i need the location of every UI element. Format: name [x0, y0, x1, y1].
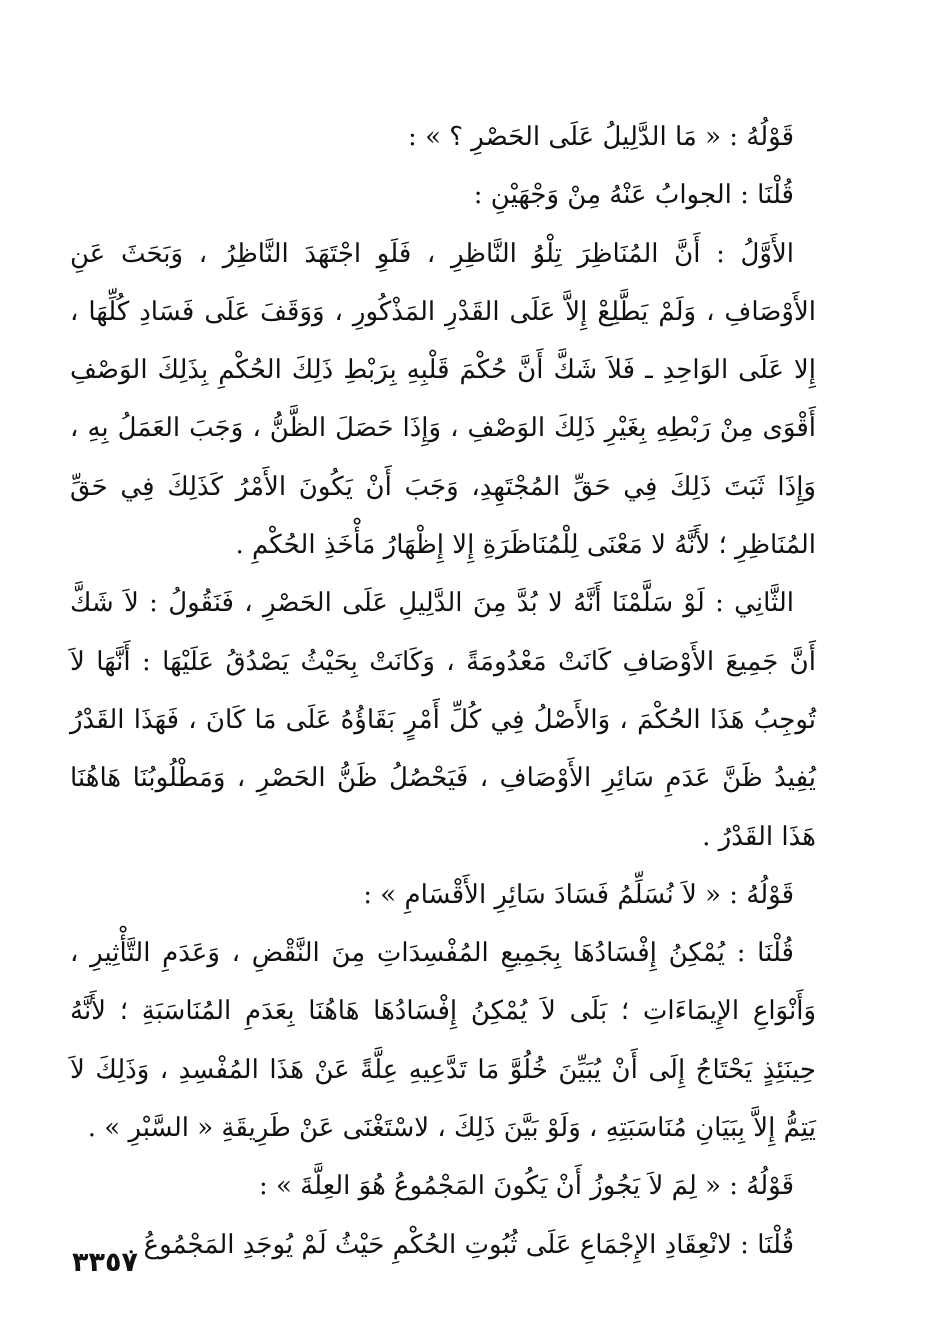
paragraph-answer-intro: قُلْنَا : الجوابُ عَنْهُ مِنْ وَجْهَيْنِ : [473, 180, 794, 211]
paragraph-quote-3: قَوْلُهُ : « لِمَ لاَ يَجُوزُ أَنْ يَكُونَ المَجْمُوعُ هُوَ العِلَّةَ » : [258, 1171, 794, 1202]
paragraph-answer-3: قُلْنَا : لانْعِقَادِ الإِجْمَاعِ عَلَى ثُبُوتِ الحُكْمِ حَيْثُ لَمْ يُوجَدِ المَجْمُوعُ . [127, 1229, 794, 1260]
paragraph-second-reason: الثَّانِي : لَوْ سَلَّمْنَا أَنَّهُ لا بُدَّ مِنَ الدَّلِيلِ عَلَى الحَصْرِ ، فَنَقُولُ : لاَ شَكَّ أَنَّ جَمِيعَ الأَوْصَافِ كَانَتْ مَعْدُومَةً ، وَكَانَتْ بِحَيْثُ يَصْدُقُ عَلَيْهَا : أَنَّهَا لاَ تُوجِبُ هَذَا الحُكْمَ ، وَالأَصْلُ فِي كُلِّ أَمْرٍ بَقَاؤُهُ عَلَى مَا كَانَ ، فَهَذَا القَدْرُ يُفِيدُ ظَنَّ عَدَمِ سَائِرِ الأَوْصَافِ ، فَيَحْصُلُ ظَنُّ الحَصْرِ ، وَمَطْلُوبُنَا هَاهُنَا هَذَا القَدْرُ . [70, 588, 816, 852]
text-block [70, 108, 816, 1274]
paragraph-quote-1: قَوْلُهُ : « مَا الدَّلِيلُ عَلَى الحَصْرِ ؟ » : [408, 122, 794, 152]
paragraph-answer-2: قُلْنَا : يُمْكِنُ إِفْسَادُهَا بِجَمِيعِ المُفْسِدَاتِ مِنَ النَّقْضِ ، وَعَدَمِ التَّأْثِيرِ ، وَأَنْوَاعِ الإِيمَاءَاتِ ؛ بَلَى لاَ يُمْكِنُ إِفْسَادُهَا هَاهُنَا بِعَدَمِ المُنَاسَبَةِ ؛ لأَنَّهُ حِينَئِذٍ يَحْتَاجُ إِلَى أَنْ يُبَيِّنَ خُلُوَّ مَا تَدَّعِيهِ عِلَّةً عَنْ هَذَا المُفْسِدِ ، وَذَلِكَ لاَ يَتِمُّ إِلاَّ بِبَيَانِ مُنَاسَبَتِهِ ، وَلَوْ بَيَّنَ ذَلِكَ ، لاسْتَغْنَى عَنْ طَرِيقَةِ « السَّبْرِ » . [70, 938, 816, 1144]
paragraph-quote-2: قَوْلُهُ : « لاَ نُسَلِّمُ فَسَادَ سَائِرِ الأَقْسَامِ » : [363, 879, 794, 910]
page-number: ٣٣٥٧ [72, 1247, 138, 1278]
paragraph-first-reason: الأَوَّلُ : أَنَّ المُنَاظِرَ تِلْوُ النَّاظِرِ ، فَلَوِ اجْتَهَدَ النَّاظِرُ ، وَبَحَثَ عَنِ الأَوْصَافِ ، وَلَمْ يَطَّلِعْ إِلاَّ عَلَى القَدْرِ المَذْكُورِ ، وَوَقَفَ عَلَى فَسَادِ كُلِّهَا ، إِلا عَلَى الوَاحِدِ ـ فَلاَ شَكَّ أَنَّ حُكْمَ قَلْبِهِ بِرَبْطِ ذَلِكَ الحُكْمِ بِذَلِكَ الوَصْفِ أَقْوَى مِنْ رَبْطِهِ بِغَيْرِ ذَلِكَ الوَصْفِ ، وَإِذَا حَصَلَ الظَّنُّ ، وَجَبَ العَمَلُ بِهِ ، وَإِذَا ثَبَتَ ذَلِكَ فِي حَقِّ المُجْتَهِدِ، وَجَبَ أَنْ يَكُونَ الأَمْرُ كَذَلِكَ فِي حَقِّ المُنَاظِرِ ؛ لأَنَّهُ لا مَعْنَى لِلْمُنَاظَرَةِ إِلا إِظْهَارُ مَأْخَذِ الحُكْمِ . [70, 238, 816, 561]
